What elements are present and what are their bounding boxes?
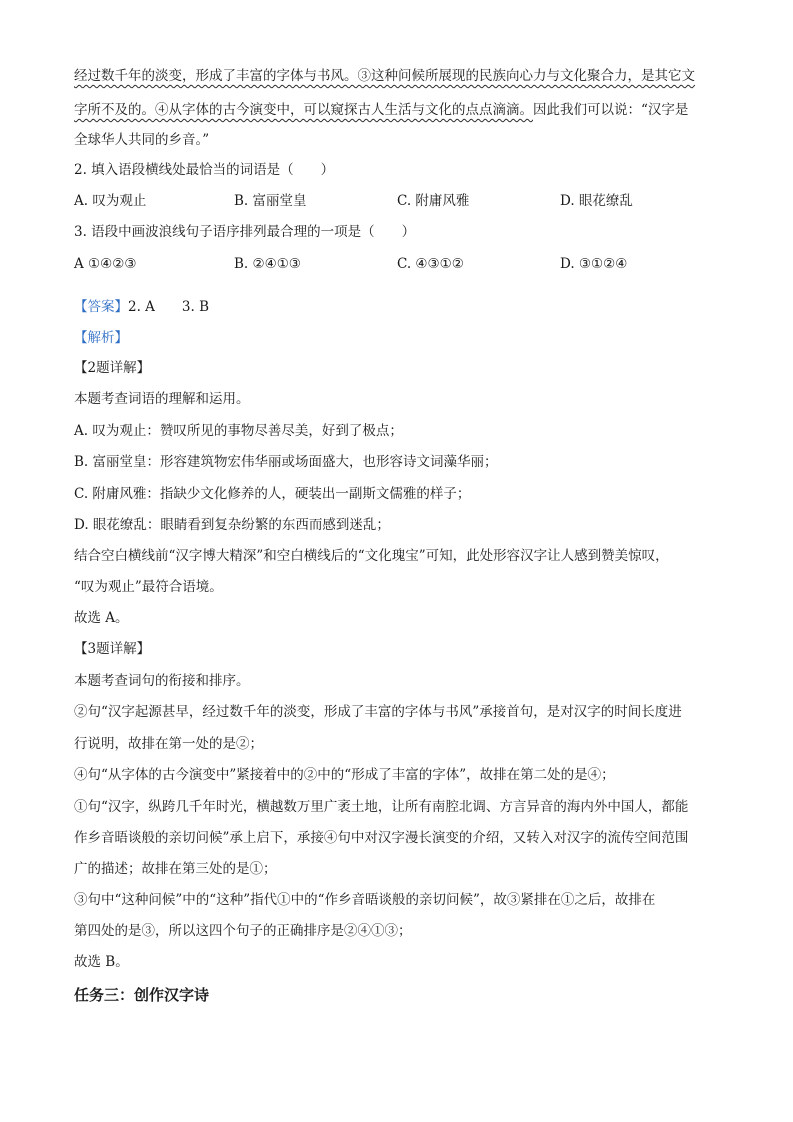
task-3-heading: 任务三：创作汉字诗 (74, 986, 210, 1004)
answer-label: 【答案】 (74, 299, 128, 315)
passage-line-2 (74, 100, 688, 120)
detail-2-line: “叹为观止”最符合语境。 (74, 579, 223, 595)
answer-line (74, 297, 209, 317)
passage-line-2-rest: 因此我们可以说：“汉字是 (533, 102, 689, 118)
q3-option-b: B. ②④①③ (234, 256, 301, 272)
q3-option-d: D. ③①②④ (560, 256, 628, 272)
q2-option-a: A. 叹为观止 (74, 193, 147, 209)
question-2-stem: 2. 填入语段横线处最恰当的词语是（ ） (74, 162, 335, 178)
detail-2-line: 故选 A。 (74, 610, 129, 626)
detail-3-line: 作乡音晤谈般的亲切问候”承上启下，承接④句中对汉字漫长演变的介绍，又转入对汉字的流传空间范围 (74, 830, 689, 846)
detail-2-line: B. 富丽堂皇：形容建筑物宏伟华丽或场面盛大，也形容诗文词藻华丽； (74, 454, 498, 470)
q2-option-d: D. 眼花缭乱 (560, 193, 633, 209)
detail-3-heading: 【3题详解】 (74, 641, 151, 657)
analysis-label: 【解析】 (74, 330, 128, 346)
detail-2-line: D. 眼花缭乱：眼睛看到复杂纷繁的东西而感到迷乱； (74, 517, 390, 533)
detail-2-line: 结合空白横线前“汉字博大精深”和空白横线后的“文化瑰宝”可知，此处形容汉字让人感到赞美惊叹， (74, 548, 669, 564)
detail-3-line: 本题考查词句的衔接和排序。 (74, 673, 250, 689)
q2-option-b: B. 富丽堂皇 (234, 193, 307, 209)
q3-option-c: C. ④③①② (397, 256, 464, 272)
detail-3-line: ③句中“这种问候”中的“这种”指代①中的“作乡音晤谈般的亲切问候”，故③紧排在①之后，故排在 (74, 892, 656, 908)
detail-2-heading: 【2题详解】 (74, 360, 151, 376)
question-3-stem: 3. 语段中画波浪线句子语序排列最合理的一项是（ ） (74, 224, 416, 240)
detail-2-line: C. 附庸风雅：指缺少文化修养的人，硬装出一副斯文儒雅的样子； (74, 486, 471, 502)
passage-line-1: 经过数千年的淡变，形成了丰富的字体与书风。③这种问候所展现的民族向心力与文化聚合力，是其它文 (74, 68, 695, 84)
detail-3-line: ①句“汉字，纵跨几千年时光，横越数万里广袤土地，让所有南腔北调、方言异音的海内外中国人，都能 (74, 799, 689, 815)
detail-2-line: A. 叹为观止：赞叹所见的事物尽善尽美，好到了极点； (74, 423, 403, 439)
answer-text: 2. A 3. B (128, 299, 210, 315)
detail-3-line: 行说明，故排在第一处的是②； (74, 736, 263, 752)
q3-option-a: A ①④②③ (74, 256, 137, 272)
q2-option-c: C. 附庸风雅 (397, 193, 470, 209)
passage-line-2-wavy: 字所不及的。④从字体的古今演变中，可以窥探古人生活与文化的点点滴滴。 (74, 102, 533, 118)
passage-line-3: 全球华人共同的乡音。” (74, 132, 210, 148)
detail-3-line: 故选 B。 (74, 954, 129, 970)
detail-3-line: 第四处的是③，所以这四个句子的正确排序是②④①③； (74, 923, 412, 939)
detail-3-line: 广的描述；故排在第三处的是①； (74, 861, 277, 877)
detail-2-line: 本题考查词语的理解和运用。 (74, 391, 250, 407)
detail-3-line: ②句“汉字起源甚早，经过数千年的淡变，形成了丰富的字体与书风”承接首句，是对汉字的时间长度进 (74, 704, 682, 720)
detail-3-line: ④句“从字体的古今演变中”紧接着中的②中的“形成了丰富的字体”，故排在第二处的是④； (74, 767, 615, 783)
